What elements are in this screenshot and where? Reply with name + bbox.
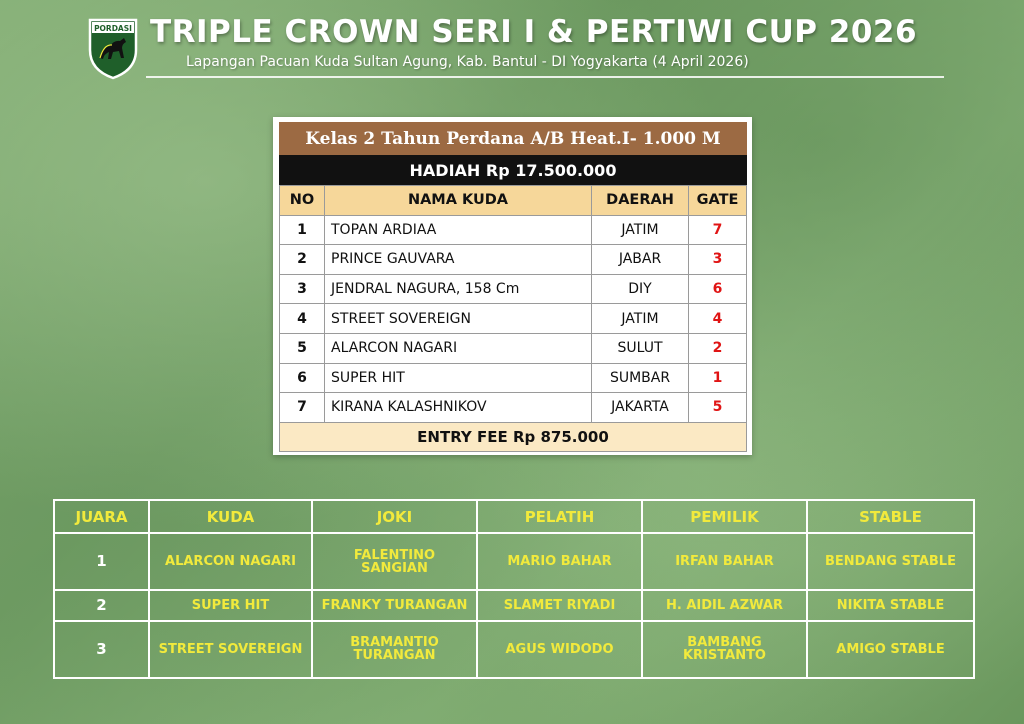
results-row [54,590,974,621]
entry-no: 3 [280,274,325,304]
race-class-title: Kelas 2 Tahun Perdana A/B Heat.I- 1.000 M [279,122,747,155]
column-header-jockey: JOKI [312,500,477,533]
logo-text: PORDASI [94,24,132,33]
pordasi-logo [86,14,140,80]
entry-no: 6 [280,363,325,393]
column-header-stable: STABLE [807,500,974,533]
entry-no: 7 [280,393,325,423]
result-owner: IRFAN BAHAR [642,533,807,590]
result-jockey: BRAMANTIO TURANGAN [312,621,477,678]
start-list-row [280,304,747,334]
entry-no: 1 [280,215,325,245]
column-header-rank: JUARA [54,500,149,533]
result-trainer: AGUS WIDODO [477,621,642,678]
entry-horse: ALARCON NAGARI [325,333,592,363]
result-stable: AMIGO STABLE [807,621,974,678]
result-stable: BENDANG STABLE [807,533,974,590]
page-title: TRIPLE CROWN SERI I & PERTIWI CUP 2026 [150,14,918,50]
start-list-header-row [280,186,747,216]
entry-region: JATIM [592,215,689,245]
result-horse: SUPER HIT [149,590,312,621]
entry-gate: 7 [689,215,747,245]
results-row [54,533,974,590]
start-list-card [273,117,752,455]
result-jockey: FALENTINO SANGIAN [312,533,477,590]
column-header-no: NO [280,186,325,216]
page-subtitle: Lapangan Pacuan Kuda Sultan Agung, Kab. Bantul - DI Yogyakarta (4 April 2026) [186,54,749,70]
entry-horse: KIRANA KALASHNIKOV [325,393,592,423]
start-list-row [280,333,747,363]
entry-fee: ENTRY FEE Rp 875.000 [279,423,747,452]
entry-gate: 2 [689,333,747,363]
result-rank: 2 [54,590,149,621]
header-divider [146,76,944,78]
results-section [53,499,973,679]
result-horse: STREET SOVEREIGN [149,621,312,678]
column-header-horse: NAMA KUDA [325,186,592,216]
entry-horse: JENDRAL NAGURA, 158 Cm [325,274,592,304]
entry-region: SULUT [592,333,689,363]
entry-gate: 3 [689,245,747,275]
results-table [53,499,975,679]
entry-gate: 1 [689,363,747,393]
entry-horse: STREET SOVEREIGN [325,304,592,334]
entry-no: 4 [280,304,325,334]
entry-region: SUMBAR [592,363,689,393]
entry-gate: 6 [689,274,747,304]
entry-horse: TOPAN ARDIAA [325,215,592,245]
start-list-table [279,185,747,423]
column-header-owner: PEMILIK [642,500,807,533]
entry-gate: 4 [689,304,747,334]
race-prize: HADIAH Rp 17.500.000 [279,155,747,185]
entry-no: 2 [280,245,325,275]
entry-horse: SUPER HIT [325,363,592,393]
start-list-row [280,215,747,245]
result-jockey: FRANKY TURANGAN [312,590,477,621]
result-rank: 3 [54,621,149,678]
result-owner: BAMBANG KRISTANTO [642,621,807,678]
result-trainer: MARIO BAHAR [477,533,642,590]
entry-region: JATIM [592,304,689,334]
start-list-row [280,393,747,423]
results-header-row [54,500,974,533]
result-owner: H. AIDIL AZWAR [642,590,807,621]
column-header-horse: KUDA [149,500,312,533]
start-list-row [280,274,747,304]
start-list-row [280,245,747,275]
result-stable: NIKITA STABLE [807,590,974,621]
column-header-region: DAERAH [592,186,689,216]
entry-region: JAKARTA [592,393,689,423]
start-list-row [280,363,747,393]
entry-region: DIY [592,274,689,304]
column-header-trainer: PELATIH [477,500,642,533]
result-horse: ALARCON NAGARI [149,533,312,590]
result-rank: 1 [54,533,149,590]
results-row [54,621,974,678]
column-header-gate: GATE [689,186,747,216]
entry-horse: PRINCE GAUVARA [325,245,592,275]
entry-gate: 5 [689,393,747,423]
entry-no: 5 [280,333,325,363]
result-trainer: SLAMET RIYADI [477,590,642,621]
entry-region: JABAR [592,245,689,275]
